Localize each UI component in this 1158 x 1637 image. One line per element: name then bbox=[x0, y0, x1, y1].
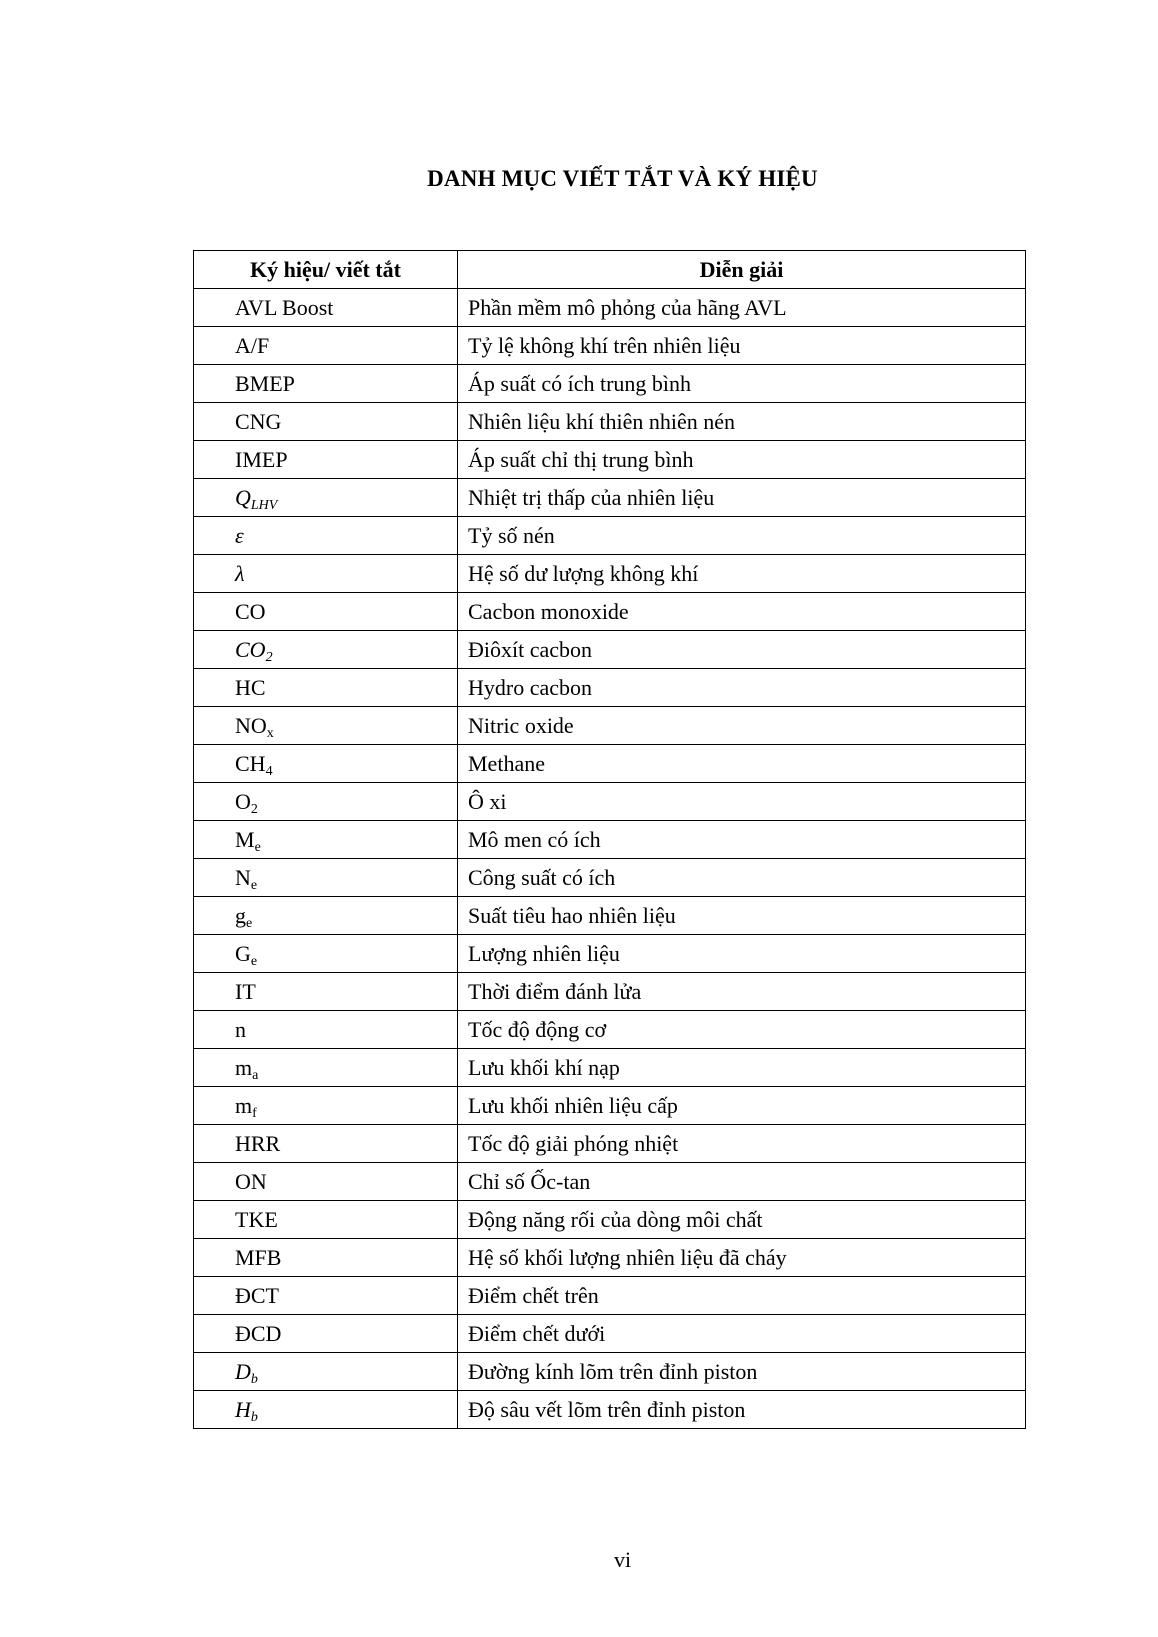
description-cell: Tỷ lệ không khí trên nhiên liệu bbox=[458, 327, 1026, 365]
table-row bbox=[194, 1087, 1026, 1125]
symbol-text: IT bbox=[235, 978, 256, 1004]
header-symbol: Ký hiệu/ viết tắt bbox=[194, 251, 458, 289]
symbol-cell bbox=[194, 555, 458, 593]
table-row bbox=[194, 327, 1026, 365]
symbol-cell bbox=[194, 1011, 458, 1049]
description-cell: Lưu khối khí nạp bbox=[458, 1049, 1026, 1087]
table-row bbox=[194, 707, 1026, 745]
symbol-cell bbox=[194, 821, 458, 859]
symbol-cell bbox=[194, 289, 458, 327]
symbol-cell bbox=[194, 365, 458, 403]
symbol-subscript: b bbox=[250, 1371, 258, 1387]
symbol-text: CO bbox=[235, 598, 266, 624]
header-description: Diễn giải bbox=[458, 251, 1026, 289]
symbol-text: N bbox=[235, 864, 251, 890]
symbol-text: A/F bbox=[235, 332, 270, 358]
symbol-text: λ bbox=[235, 560, 245, 586]
table-row bbox=[194, 289, 1026, 327]
symbol-subscript: 2 bbox=[265, 649, 273, 665]
table-row bbox=[194, 783, 1026, 821]
description-cell: Ô xi bbox=[458, 783, 1026, 821]
description-cell: Áp suất chỉ thị trung bình bbox=[458, 441, 1026, 479]
description-cell: Nhiên liệu khí thiên nhiên nén bbox=[458, 403, 1026, 441]
symbol-text: ε bbox=[235, 522, 244, 548]
symbol-text: M bbox=[235, 826, 255, 852]
description-cell: Nhiệt trị thấp của nhiên liệu bbox=[458, 479, 1026, 517]
description-cell: Tỷ số nén bbox=[458, 517, 1026, 555]
table-row bbox=[194, 935, 1026, 973]
symbol-cell bbox=[194, 1391, 458, 1429]
symbol-subscript: x bbox=[266, 725, 274, 741]
table-row bbox=[194, 1277, 1026, 1315]
symbol-text: H bbox=[235, 1396, 251, 1422]
symbol-cell bbox=[194, 783, 458, 821]
description-cell: Phần mềm mô phỏng của hãng AVL bbox=[458, 289, 1026, 327]
symbol-cell bbox=[194, 1353, 458, 1391]
symbol-cell bbox=[194, 897, 458, 935]
symbol-text: CO bbox=[235, 636, 266, 662]
symbol-text: n bbox=[235, 1016, 246, 1042]
symbol-cell bbox=[194, 935, 458, 973]
abbreviation-table bbox=[193, 250, 1026, 1429]
symbol-subscript: e bbox=[246, 915, 253, 931]
symbol-subscript: 2 bbox=[250, 801, 258, 817]
description-cell: Điểm chết trên bbox=[458, 1277, 1026, 1315]
symbol-cell bbox=[194, 403, 458, 441]
symbol-text: NO bbox=[235, 712, 267, 738]
symbol-cell bbox=[194, 631, 458, 669]
symbol-text: ĐCT bbox=[235, 1282, 279, 1308]
symbol-cell bbox=[194, 593, 458, 631]
description-cell: Hệ số dư lượng không khí bbox=[458, 555, 1026, 593]
table-row bbox=[194, 1049, 1026, 1087]
table-row bbox=[194, 403, 1026, 441]
description-cell: Công suất có ích bbox=[458, 859, 1026, 897]
description-cell: Methane bbox=[458, 745, 1026, 783]
description-cell: Lưu khối nhiên liệu cấp bbox=[458, 1087, 1026, 1125]
symbol-cell bbox=[194, 1277, 458, 1315]
symbol-text: D bbox=[235, 1358, 251, 1384]
table-row bbox=[194, 555, 1026, 593]
table-row bbox=[194, 1201, 1026, 1239]
symbol-text: AVL Boost bbox=[235, 294, 334, 320]
symbol-cell bbox=[194, 1125, 458, 1163]
table-row bbox=[194, 669, 1026, 707]
table-row bbox=[194, 859, 1026, 897]
symbol-text: G bbox=[235, 940, 251, 966]
table-row bbox=[194, 1163, 1026, 1201]
description-cell: Đường kính lõm trên đỉnh piston bbox=[458, 1353, 1026, 1391]
table-row bbox=[194, 1239, 1026, 1277]
page-number: vi bbox=[613, 1547, 632, 1572]
symbol-text: HRR bbox=[235, 1130, 281, 1156]
description-cell: Động năng rối của dòng môi chất bbox=[458, 1201, 1026, 1239]
symbol-cell bbox=[194, 479, 458, 517]
symbol-text: ON bbox=[235, 1168, 267, 1194]
description-cell: Cacbon monoxide bbox=[458, 593, 1026, 631]
table-row bbox=[194, 517, 1026, 555]
symbol-text: CNG bbox=[235, 408, 282, 434]
description-cell: Thời điểm đánh lửa bbox=[458, 973, 1026, 1011]
description-cell: Áp suất có ích trung bình bbox=[458, 365, 1026, 403]
table-row bbox=[194, 745, 1026, 783]
symbol-cell bbox=[194, 517, 458, 555]
table-header-row bbox=[194, 251, 1026, 289]
description-cell: Chỉ số Ốc-tan bbox=[458, 1163, 1026, 1201]
description-cell: Điểm chết dưới bbox=[458, 1315, 1026, 1353]
table-row bbox=[194, 479, 1026, 517]
symbol-text: TKE bbox=[235, 1206, 278, 1232]
symbol-cell bbox=[194, 1163, 458, 1201]
table-row bbox=[194, 1011, 1026, 1049]
description-cell: Độ sâu vết lõm trên đỉnh piston bbox=[458, 1391, 1026, 1429]
symbol-cell bbox=[194, 1201, 458, 1239]
symbol-subscript: LHV bbox=[250, 497, 278, 513]
table-row bbox=[194, 1353, 1026, 1391]
description-cell: Tốc độ động cơ bbox=[458, 1011, 1026, 1049]
table-row bbox=[194, 821, 1026, 859]
symbol-subscript: e bbox=[250, 877, 258, 893]
description-cell: Hệ số khối lượng nhiên liệu đã cháy bbox=[458, 1239, 1026, 1277]
symbol-subscript: a bbox=[252, 1067, 259, 1083]
description-cell: Nitric oxide bbox=[458, 707, 1026, 745]
symbol-subscript: f bbox=[252, 1105, 257, 1121]
symbol-cell bbox=[194, 707, 458, 745]
description-cell: Lượng nhiên liệu bbox=[458, 935, 1026, 973]
symbol-text: ĐCD bbox=[235, 1320, 282, 1346]
table-row bbox=[194, 973, 1026, 1011]
symbol-subscript: e bbox=[250, 953, 258, 969]
symbol-cell bbox=[194, 441, 458, 479]
symbol-text: Q bbox=[235, 484, 251, 510]
symbol-cell bbox=[194, 1315, 458, 1353]
table-row bbox=[194, 897, 1026, 935]
table-body bbox=[194, 289, 1026, 1429]
symbol-text: MFB bbox=[235, 1244, 282, 1270]
table-row bbox=[194, 631, 1026, 669]
symbol-cell bbox=[194, 745, 458, 783]
description-cell: Mô men có ích bbox=[458, 821, 1026, 859]
description-cell: Điôxít cacbon bbox=[458, 631, 1026, 669]
description-cell: Suất tiêu hao nhiên liệu bbox=[458, 897, 1026, 935]
symbol-cell bbox=[194, 1087, 458, 1125]
symbol-cell bbox=[194, 669, 458, 707]
symbol-text: HC bbox=[235, 674, 266, 700]
symbol-text: g bbox=[235, 902, 246, 928]
symbol-cell bbox=[194, 973, 458, 1011]
symbol-text: IMEP bbox=[235, 446, 288, 472]
table-row bbox=[194, 365, 1026, 403]
table-row bbox=[194, 1391, 1026, 1429]
symbol-cell bbox=[194, 1049, 458, 1087]
symbol-subscript: 4 bbox=[265, 763, 273, 779]
symbol-text: m bbox=[235, 1054, 253, 1080]
table-row bbox=[194, 593, 1026, 631]
symbol-text: CH bbox=[235, 750, 266, 776]
description-cell: Tốc độ giải phóng nhiệt bbox=[458, 1125, 1026, 1163]
table-row bbox=[194, 441, 1026, 479]
table-row bbox=[194, 1315, 1026, 1353]
symbol-text: O bbox=[235, 788, 251, 814]
symbol-cell bbox=[194, 859, 458, 897]
symbol-text: BMEP bbox=[235, 370, 295, 396]
symbol-subscript: b bbox=[250, 1409, 258, 1425]
symbol-text: m bbox=[235, 1092, 253, 1118]
page-title: DANH MỤC VIẾT TẮT VÀ KÝ HIỆU bbox=[427, 166, 818, 191]
symbol-cell bbox=[194, 1239, 458, 1277]
table-row bbox=[194, 1125, 1026, 1163]
symbol-cell bbox=[194, 327, 458, 365]
description-cell: Hydro cacbon bbox=[458, 669, 1026, 707]
symbol-subscript: e bbox=[254, 839, 261, 855]
